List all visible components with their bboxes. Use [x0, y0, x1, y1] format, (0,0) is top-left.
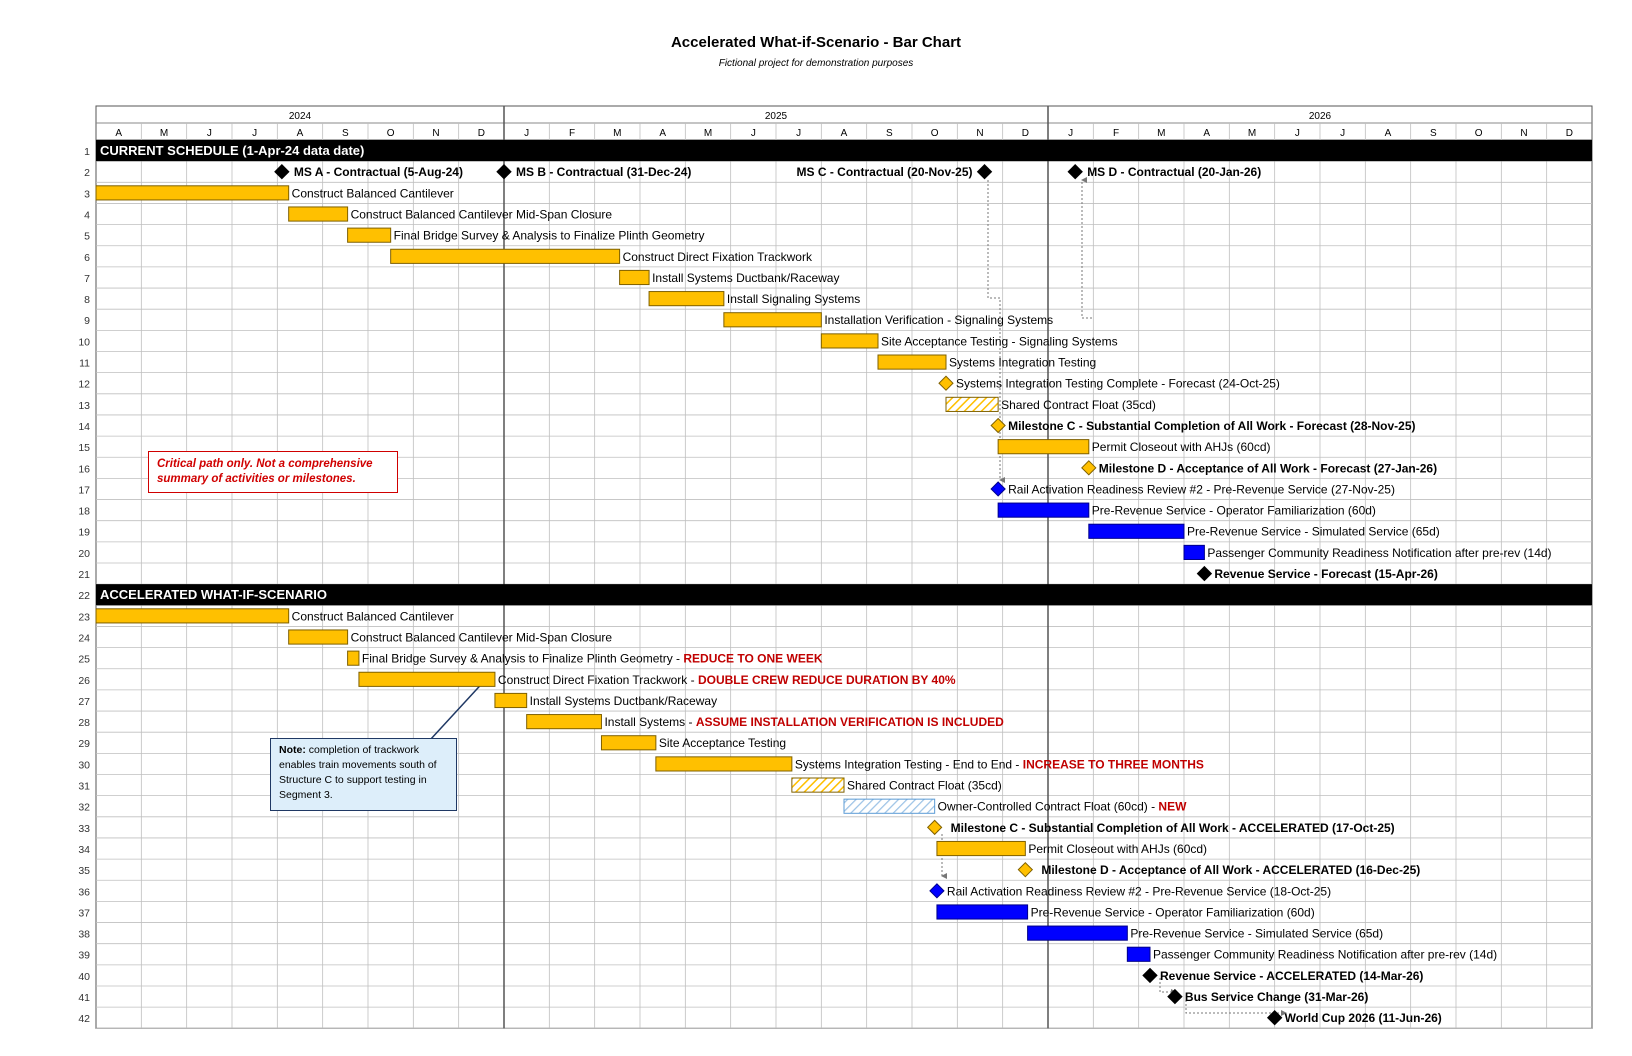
- activity-bar: [937, 841, 1025, 855]
- activity-label: Milestone C - Substantial Completion of All Work - Forecast (28-Nov-25): [1008, 418, 1416, 433]
- activity-label: Revenue Service - Forecast (15-Apr-26): [1214, 567, 1438, 581]
- month-label: O: [386, 128, 395, 139]
- milestone-label: MS C - Contractual (20-Nov-25): [796, 165, 973, 180]
- activity-label: Installation Verification - Signaling Systems: [824, 313, 1054, 328]
- float-bar: [844, 799, 935, 813]
- row-number: 21: [78, 569, 90, 581]
- row-number: 5: [84, 230, 90, 243]
- pre-revenue-bar: [937, 905, 1028, 919]
- row-number: 27: [78, 695, 90, 708]
- activity-label: Final Bridge Survey & Analysis to Finalize Plinth Geometry - REDUCE TO ONE WEEK: [361, 651, 823, 666]
- month-label: O: [930, 128, 939, 139]
- activity-label: World Cup 2026 (11-Jun-26): [1284, 1011, 1442, 1026]
- activity-bar: [348, 651, 359, 665]
- pre-revenue-bar: [1127, 947, 1150, 961]
- row-number: 17: [78, 484, 90, 497]
- black-milestone: [1143, 968, 1157, 982]
- row-number: 38: [78, 928, 90, 941]
- activity-label: Pre-Revenue Service - Operator Familiarization (60d): [1091, 503, 1376, 518]
- month-label: J: [1340, 128, 1346, 139]
- row-number: 32: [78, 801, 90, 814]
- month-label: M: [1157, 128, 1166, 139]
- activity-label: Rail Activation Readiness Review #2 - Pre-Revenue Service (27-Nov-25): [1008, 482, 1395, 497]
- row-number: 7: [84, 272, 90, 285]
- month-label: D: [477, 128, 485, 139]
- activity-label: Systems Integration Testing - End to End - INCREASE TO THREE MONTHS: [794, 757, 1204, 772]
- month-label: J: [1068, 128, 1074, 139]
- month-label: A: [659, 128, 667, 139]
- row-number: 11: [79, 357, 90, 370]
- activity-bar: [289, 207, 348, 221]
- contractual-milestone: [978, 165, 992, 179]
- month-label: A: [1203, 128, 1211, 139]
- activity-label: Bus Service Change (31-Mar-26): [1184, 990, 1369, 1004]
- activity-label: Final Bridge Survey & Analysis to Finalize Plinth Geometry: [393, 228, 705, 243]
- activity-label: Milestone D - Acceptance of All Work - Forecast (27-Jan-26): [1098, 461, 1438, 476]
- row-number: 6: [84, 251, 90, 264]
- month-label: J: [252, 128, 258, 139]
- activity-label: Install Signaling Systems: [726, 292, 861, 307]
- activity-bar: [359, 672, 495, 686]
- link-ms-d-contractual: [1082, 180, 1092, 318]
- activity-label: Install Systems Ductbank/Raceway: [652, 270, 840, 285]
- activity-bar: [391, 249, 620, 263]
- activity-label: Systems Integration Testing Complete - Forecast (24-Oct-25): [956, 376, 1280, 391]
- row-number: 29: [78, 738, 90, 751]
- row-number: 40: [78, 970, 90, 983]
- activity-label: Systems Integration Testing: [949, 355, 1097, 370]
- contractual-milestone: [497, 165, 511, 179]
- month-label: J: [1294, 128, 1300, 139]
- milestone-label: MS A - Contractual (5-Aug-24): [293, 165, 463, 180]
- row-number: 30: [78, 759, 90, 772]
- activity-label: Passenger Community Readiness Notification after pre-rev (14d): [1153, 947, 1498, 962]
- activity-label: Shared Contract Float (35cd): [847, 778, 1002, 793]
- activity-bar: [495, 693, 527, 707]
- float-bar: [946, 397, 998, 411]
- row-number: 42: [78, 1013, 90, 1026]
- month-label: J: [206, 128, 212, 139]
- row-number: 16: [78, 463, 90, 476]
- row-number: 3: [84, 188, 90, 201]
- activity-label: Owner-Controlled Contract Float (60cd) - NEW: [937, 799, 1187, 814]
- activity-label: Revenue Service - ACCELERATED (14-Mar-26): [1160, 968, 1424, 983]
- month-label: M: [613, 128, 622, 139]
- row-number: 12: [78, 378, 90, 391]
- activity-bar: [527, 715, 602, 729]
- row-number: 13: [78, 399, 90, 412]
- activity-label: Install Systems - ASSUME INSTALLATION VERIFICATION IS INCLUDED: [604, 715, 1004, 730]
- note-label: Note:: [279, 744, 306, 756]
- pre-revenue-bar: [998, 503, 1089, 517]
- row-number: 19: [78, 526, 90, 539]
- activity-label: Install Systems Ductbank/Raceway: [529, 693, 718, 708]
- month-label: S: [341, 128, 349, 139]
- activity-bar: [656, 757, 792, 771]
- row-number: 33: [78, 822, 90, 835]
- month-label: N: [1520, 128, 1528, 139]
- row-number: 34: [78, 843, 90, 856]
- row-number: 9: [84, 315, 90, 328]
- month-label: O: [1474, 128, 1483, 139]
- row-number: 14: [78, 420, 90, 433]
- activity-bar: [289, 630, 348, 644]
- month-label: A: [840, 128, 848, 139]
- year-label: 2024: [288, 111, 312, 122]
- month-label: M: [1247, 128, 1257, 139]
- milestone-label: MS B - Contractual (31-Dec-24): [516, 165, 692, 180]
- activity-label: Permit Closeout with AHJs (60cd): [1028, 841, 1208, 856]
- month-label: A: [115, 128, 123, 139]
- row-number: 24: [78, 632, 90, 645]
- activity-label: Construct Direct Fixation Trackwork: [622, 249, 812, 264]
- critical-path-note: Critical path only. Not a comprehensive summary of activities or milestones.: [148, 451, 398, 493]
- month-label: J: [750, 128, 756, 139]
- pre-revenue-bar: [1089, 524, 1184, 538]
- activity-label: Rail Activation Readiness Review #2 - Pre-Revenue Service (18-Oct-25): [946, 884, 1332, 899]
- row-number: 31: [78, 780, 90, 793]
- activity-label: Pre-Revenue Service - Simulated Service (65d): [1187, 524, 1440, 539]
- contractual-milestone: [1068, 165, 1082, 179]
- row-number: 8: [84, 294, 90, 307]
- activity-bar: [348, 228, 391, 242]
- activity-label: Site Acceptance Testing: [658, 736, 787, 751]
- row-number: 25: [78, 653, 90, 666]
- row-number: 37: [78, 907, 90, 920]
- row-number: 28: [78, 717, 90, 730]
- chart-title: Accelerated What-if-Scenario - Bar Chart: [670, 34, 962, 51]
- month-label: J: [524, 128, 530, 139]
- activity-bar: [649, 292, 724, 306]
- activity-label: Permit Closeout with AHJs (60cd): [1091, 440, 1271, 455]
- milestone-label: MS D - Contractual (20-Jan-26): [1087, 165, 1262, 180]
- month-label: F: [1112, 128, 1120, 139]
- activity-label: Milestone C - Substantial Completion of All Work - ACCELERATED (17-Oct-25): [950, 820, 1395, 835]
- month-label: F: [568, 128, 576, 139]
- activity-label: Passenger Community Readiness Notification after pre-rev (14d): [1207, 545, 1552, 560]
- activity-label: Pre-Revenue Service - Operator Familiarization (60d): [1030, 905, 1315, 920]
- pre-revenue-bar: [1028, 926, 1128, 940]
- float-bar: [792, 778, 844, 792]
- row-number: 18: [78, 505, 90, 518]
- note-text: completion of trackwork enables train movements south of Structure C to support testing in Segment 3.: [279, 744, 437, 801]
- month-label: M: [703, 128, 713, 139]
- year-label: 2025: [764, 111, 788, 122]
- activity-label: Construct Balanced Cantilever Mid-Span Closure: [350, 630, 613, 645]
- month-label: M: [159, 128, 169, 139]
- activity-bar: [620, 270, 649, 284]
- activity-label: Construct Balanced Cantilever: [291, 609, 454, 624]
- activity-label: Construct Direct Fixation Trackwork - DOUBLE CREW REDUCE DURATION BY 40%: [497, 672, 956, 687]
- activity-label: Construct Balanced Cantilever: [291, 186, 454, 201]
- pre-revenue-bar: [1184, 545, 1204, 559]
- month-label: D: [1021, 128, 1029, 139]
- row-number: 23: [78, 611, 90, 624]
- month-label: J: [796, 128, 802, 139]
- activity-label: Milestone D - Acceptance of All Work - ACCELERATED (16-Dec-25): [1041, 863, 1421, 878]
- month-label: S: [1429, 128, 1437, 139]
- row-number: 26: [78, 674, 90, 687]
- activity-bar: [96, 609, 289, 623]
- row-number: 41: [78, 992, 90, 1004]
- row-number: 10: [78, 336, 90, 349]
- row-number: 22: [78, 590, 90, 603]
- section-title: CURRENT SCHEDULE (1-Apr-24 data date): [100, 143, 365, 158]
- activity-bar: [601, 736, 655, 750]
- row-number: 15: [78, 442, 90, 455]
- row-number: 36: [78, 886, 90, 899]
- activity-label: Site Acceptance Testing - Signaling Systems: [881, 334, 1118, 349]
- activity-label: Shared Contract Float (35cd): [1001, 397, 1156, 412]
- activity-label: Pre-Revenue Service - Simulated Service (65d): [1130, 926, 1384, 941]
- activity-bar: [878, 355, 946, 369]
- month-label: A: [1384, 128, 1392, 139]
- row-number: 39: [78, 949, 90, 962]
- black-milestone: [1197, 567, 1211, 581]
- activity-bar: [821, 334, 878, 348]
- yellow-milestone: [939, 376, 953, 390]
- row-number: 1: [84, 146, 90, 158]
- trackwork-note-box: [270, 738, 457, 811]
- activity-label: Construct Balanced Cantilever Mid-Span Closure: [350, 207, 613, 222]
- month-label: A: [296, 128, 304, 139]
- yellow-milestone: [928, 820, 942, 834]
- yellow-milestone: [1018, 863, 1032, 877]
- row-number: 20: [78, 547, 90, 560]
- chart-marks: [96, 140, 1592, 1025]
- blue-milestone: [930, 884, 944, 898]
- row-number: 4: [84, 209, 90, 222]
- row-number: 2: [84, 167, 90, 180]
- activity-bar: [96, 186, 289, 200]
- month-label: N: [432, 128, 440, 139]
- month-label: D: [1565, 128, 1573, 139]
- activity-bar: [998, 440, 1089, 454]
- row-number: 35: [78, 865, 90, 878]
- year-label: 2026: [1308, 111, 1332, 122]
- section-title: ACCELERATED WHAT-IF-SCENARIO: [100, 587, 328, 603]
- chart-subtitle: Fictional project for demonstration purposes: [718, 58, 914, 69]
- month-label: S: [885, 128, 893, 139]
- activity-bar: [724, 313, 821, 327]
- month-label: N: [976, 128, 984, 139]
